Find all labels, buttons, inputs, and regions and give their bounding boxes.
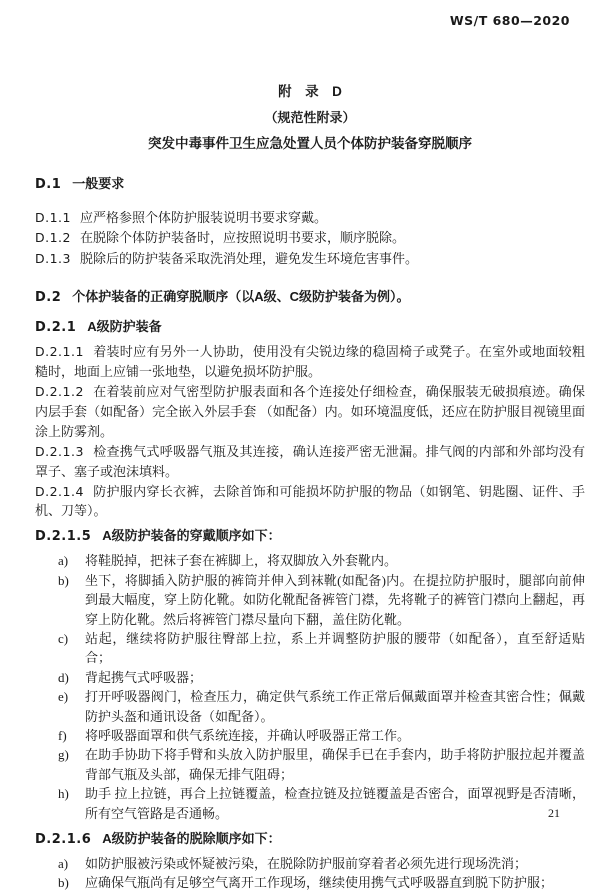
d21-clauses (35, 342, 585, 521)
heading-d216 (35, 828, 585, 847)
heading-d21 (35, 316, 585, 335)
clause-number: D.2 (35, 290, 62, 306)
doffing-sequence-list (35, 854, 585, 893)
clause-text: 在着装前应对气密型防护服表面和各个连接处仔细检查，确保服装无破损痕迹。确保内层手套（如配备）完全嵌入外层手套 （如配备）内。如环境温度低，还应在防护服目视镜里面涂上防雾剂。 (35, 384, 585, 439)
clause-d111 (35, 208, 585, 228)
list-item (35, 551, 585, 570)
heading-d215 (35, 525, 585, 544)
list-item (35, 854, 585, 873)
list-item-text: 将呼吸器面罩和供气系统连接，并确认呼吸器正常工作。 (85, 728, 411, 744)
list-item (35, 629, 585, 668)
clause-number: D.1.1 (35, 210, 71, 225)
list-item-text: 背起携气式呼吸器； (85, 669, 203, 685)
clause-number: D.1 (35, 177, 62, 192)
list-item-letter: b) (58, 875, 69, 891)
list-item-letter: c) (58, 631, 69, 646)
clause-number: D.2.1 (35, 320, 77, 336)
list-item (35, 784, 585, 823)
list-item-text: 站起，继续将防护服往臀部上拉，系上并调整防护服的腰带（如配备），直至舒适贴合； (85, 631, 585, 666)
appendix-type-note: （规范性附录） (264, 110, 356, 125)
list-item-text: 应确保气瓶尚有足够空气离开工作现场，继续使用携气式呼吸器直到脱下防护服； (85, 875, 554, 891)
appendix-title: 突发中毒事件卫生应急处置人员个体防护装备穿脱顺序 (148, 136, 472, 151)
list-item (35, 687, 585, 726)
list-item-letter: d) (58, 669, 69, 685)
clause-text: 检查携气式呼吸器气瓶及其连接，确认连接严密无泄漏。排气阀的内部和外部均没有罩子、塞子或泡沫填料。 (35, 443, 585, 479)
heading-text: A级防护装备 (87, 319, 162, 335)
list-item-text: 坐下，将脚插入防护服的裤筒并伸入到袜靴(如配备)内。在提拉防护服时，腿部向前伸到最大幅度，穿上防化靴。如防化靴配备裤管门襟，先将靴子的裤管门襟向上翻起，再穿上防化靴。然后将裤管门襟尽量向下翻，盖住防化靴。 (85, 572, 585, 627)
clause-text: 防护服内穿长衣裤，去除首饰和可能损坏防护服的物品（如钢笔、钥匙圈、证件、手机、刀等）。 (35, 483, 585, 519)
page-content (35, 0, 585, 893)
clause-text: 着装时应有另外一人协助，使用没有尖锐边缘的稳固椅子或凳子。在室外或地面较粗糙时，地面上应铺一张地垫，以避免损坏防护服。 (35, 344, 585, 380)
list-item (35, 571, 585, 629)
clause-d2104 (35, 482, 585, 522)
list-item-letter: h) (58, 786, 69, 802)
d1-clauses (35, 208, 585, 269)
donning-sequence-list (35, 551, 585, 823)
list-item (35, 668, 585, 687)
list-item (35, 873, 585, 892)
heading-text: A级防护装备的脱除顺序如下： (102, 831, 281, 847)
list-item-letter: a) (58, 856, 69, 872)
heading-d1 (35, 173, 585, 192)
clause-d2103 (35, 442, 585, 482)
heading-d2 (35, 286, 585, 305)
heading-text: 一般要求 (72, 176, 125, 191)
list-item-letter: f) (58, 728, 67, 744)
clause-number: D.2.1.3 (35, 443, 84, 459)
clause-number: D.2.1.2 (35, 384, 84, 400)
clause-number: D.1.3 (35, 250, 71, 266)
clause-d2102 (35, 382, 585, 442)
clause-text: 脱除后的防护装备采取洗消处理，避免发生环境危害事件。 (79, 250, 418, 266)
clause-number: D.2.1.1 (35, 344, 84, 360)
list-item (35, 745, 585, 784)
list-item-letter: e) (58, 689, 69, 705)
heading-text: 个体护装备的正确穿脱顺序（以A级、C级防护装备为例）。 (72, 289, 410, 305)
list-item (35, 726, 585, 745)
clause-d2101 (35, 342, 585, 382)
list-item-letter: g) (58, 747, 69, 763)
clause-number: D.2.1.6 (35, 832, 92, 848)
page-number: 21 (548, 806, 560, 820)
list-item-text: 打开呼吸器阀门，检查压力，确定供气系统工作正常后佩戴面罩并检查其密合性；佩戴防护头盔和通讯设备（如配备）。 (85, 689, 585, 724)
clause-text: 应严格参照个体防护服装说明书要求穿戴。 (79, 210, 327, 225)
clause-number: D.2.1.4 (35, 483, 84, 499)
clause-text: 在脱除个体防护装备时，应按照说明书要求，顺序脱除。 (79, 230, 405, 246)
list-item-text: 助手 拉上拉链，再合上拉链覆盖，检查拉链及拉链覆盖是否密合，面罩视野是否清晰，所有空气管路是否通畅。 (85, 786, 585, 821)
clause-d112 (35, 228, 585, 248)
appendix-label: 附 录 D (278, 84, 342, 99)
list-item-letter: a) (58, 553, 69, 569)
list-item-text: 如防护服被污染或怀疑被污染，在脱除防护服前穿着者必须先进行现场洗消； (85, 856, 528, 872)
list-item-letter: b) (58, 572, 69, 588)
clause-number: D.2.1.5 (35, 529, 92, 545)
standard-number-header: WS/T 680—2020 (449, 13, 570, 28)
list-item-text: 将鞋脱掉，把袜子套在裤脚上，将双脚放入外套靴内。 (85, 553, 398, 569)
clause-number: D.1.2 (35, 230, 71, 246)
heading-text: A级防护装备的穿戴顺序如下： (102, 528, 281, 544)
list-item-text: 在助手协助下将手臂和头放入防护服里，确保手已在手套内，助手将防护服拉起并覆盖背部气瓶及头部，确保无排气阻碍； (85, 747, 585, 782)
clause-d113 (35, 249, 585, 269)
